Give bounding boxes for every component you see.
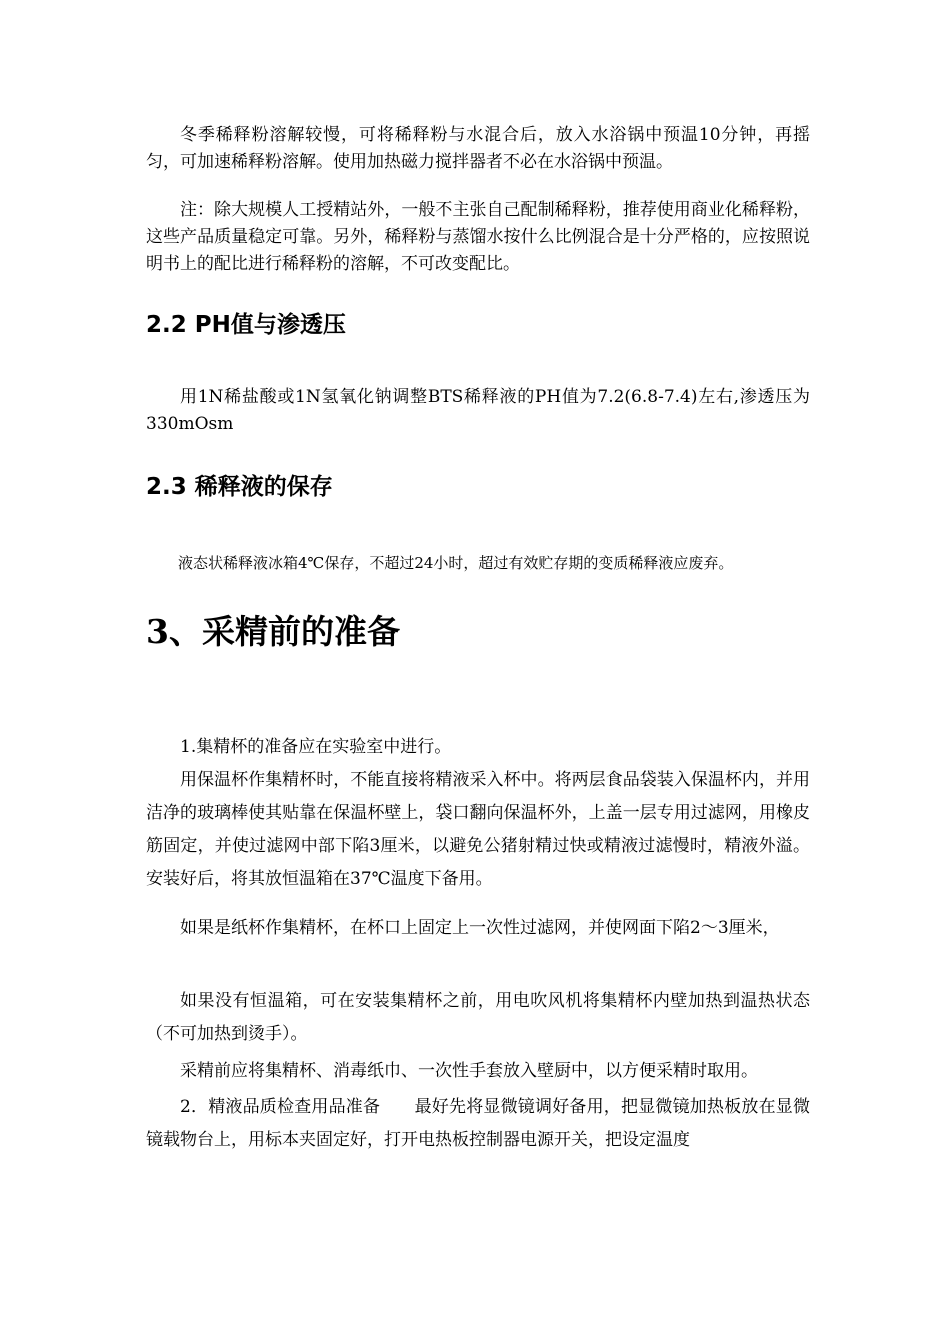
paragraph-winter-dissolve: 冬季稀释粉溶解较慢，可将稀释粉与水混合后，放入水浴锅中预温10分钟，再摇匀，可加速稀释粉溶解。使用加热磁力搅拌器者不必在水浴锅中预温。 xyxy=(146,125,810,172)
paragraph-ph-adjust: 用1N稀盐酸或1N氢氧化钠调整BTS稀释液的PH值为7.2(6.8-7.4)左右,渗透压为330mOsm xyxy=(146,387,810,434)
paragraph-no-incubator: 如果没有恒温箱，可在安装集精杯之前，用电吹风机将集精杯内壁加热到温热状态（不可加热到烫手）。 xyxy=(146,991,810,1044)
paragraph-note: 注：除大规模人工授精站外，一般不主张自己配制稀释粉，推荐使用商业化稀释粉，这些产品质量稳定可靠。另外，稀释粉与蒸馏水按什么比例混合是十分严格的，应按照说明书上的配比进行稀释粉的溶解，不可改变配比。 xyxy=(146,200,810,274)
chapter-title: 3、采精前的准备 xyxy=(146,612,400,651)
paragraph-storage: 液态状稀释液冰箱4℃保存，不超过24小时，超过有效贮存期的变质稀释液应废弃。 xyxy=(178,554,734,572)
paragraph-cabinet: 采精前应将集精杯、消毒纸巾、一次性手套放入壁厨中，以方便采精时取用。 xyxy=(180,1061,758,1081)
paragraph-thermos-cup: 用保温杯作集精杯时，不能直接将精液采入杯中。将两层食品袋装入保温杯内，并用洁净的玻璃棒使其贴靠在保温杯壁上，袋口翻向保温杯外，上盖一层专用过滤网，用橡皮筋固定，并使过滤网中部下陷3厘米，以避免公猪射精过快或精液过滤慢时，精液外溢。安装好后，将其放恒温箱在37℃温度下备用。 xyxy=(146,770,810,889)
paragraph-paper-cup: 如果是纸杯作集精杯，在杯口上固定上一次性过滤网，并使网面下陷2～3厘米， xyxy=(180,918,780,938)
heading-diluent-storage: 2.3 稀释液的保存 xyxy=(146,474,333,500)
paragraph-microscope-prep: 2．精液品质检查用品准备 最好先将显微镜调好备用，把显微镜加热板放在显微镜载物台上，用标本夹固定好，打开电热板控制器电源开关，把设定温度 xyxy=(146,1097,810,1150)
paragraph-cup-prep: 1.集精杯的准备应在实验室中进行。 xyxy=(180,737,452,757)
heading-ph-osmotic: 2.2 PH值与渗透压 xyxy=(146,312,346,338)
